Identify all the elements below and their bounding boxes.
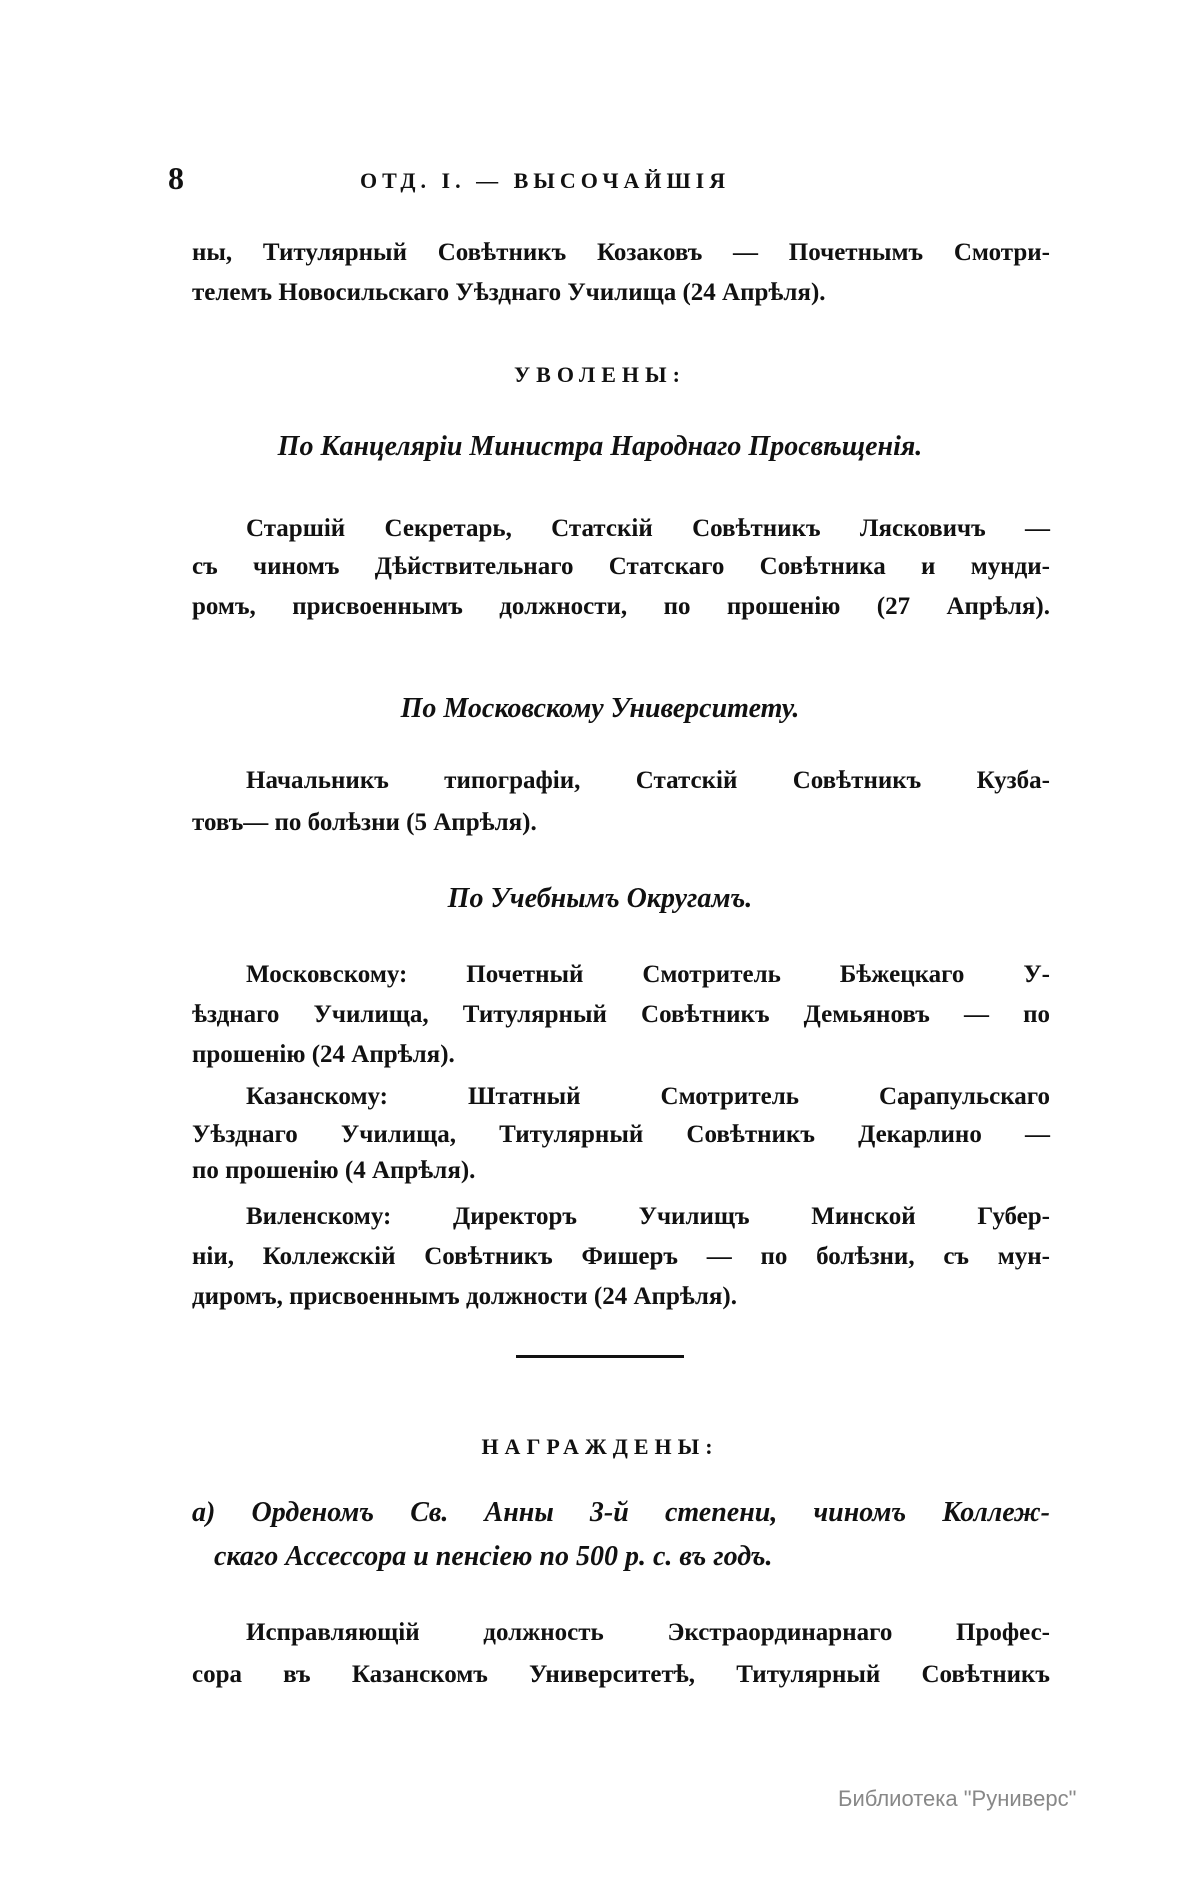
- text-line: Старшій Секретарь, Статскій Совѣтникъ Лясковичъ —: [246, 515, 1050, 542]
- text-line: прошенію (24 Апрѣля).: [192, 1041, 455, 1068]
- library-watermark: Библиотека "Руниверс": [838, 1786, 1077, 1811]
- text-line: ніи, Коллежскій Совѣтникъ Фишеръ — по болѣзни, съ мун-: [192, 1243, 1050, 1270]
- section-heading-awarded: НАГРАЖДЕНЫ:: [481, 1434, 719, 1459]
- text-line: диромъ, присвоеннымъ должности (24 Апрѣля).: [192, 1283, 737, 1310]
- text-line: съ чиномъ Дѣйствительнаго Статскаго Совѣтника и мунди-: [192, 553, 1050, 580]
- subsection-title: По Учебнымъ Округамъ.: [447, 883, 753, 914]
- award-line: скаго Ассессора и пенсіею по 500 р. с. въ годъ.: [214, 1541, 773, 1572]
- text-line: Виленскому: Директоръ Училищъ Минской Губер-: [246, 1203, 1050, 1230]
- text-line: ны, Титулярный Совѣтникъ Козаковъ — Почетнымъ Смотри-: [192, 239, 1050, 266]
- text-line: Московскому: Почетный Смотритель Бѣжецкаго У-: [246, 961, 1050, 988]
- section-heading-dismissed: УВОЛЕНЫ:: [514, 362, 686, 387]
- text-line: телемъ Новосильскаго Уѣзднаго Училища (24 Апрѣля).: [192, 279, 826, 306]
- page-number: 8: [168, 160, 184, 196]
- text-line: Казанскому: Штатный Смотритель Сарапульскаго: [246, 1083, 1050, 1110]
- text-line: ѣзднаго Училища, Титулярный Совѣтникъ Демьяновъ — по: [192, 1001, 1050, 1028]
- text-line: сора въ Казанскомъ Университетѣ, Титулярный Совѣтникъ: [192, 1661, 1050, 1688]
- subsection-title: По Московскому Университету.: [400, 693, 800, 724]
- text-line: по прошенію (4 Апрѣля).: [192, 1157, 476, 1184]
- text-line: Начальникъ типографіи, Статскій Совѣтникъ Кузба-: [246, 767, 1050, 794]
- running-head: ОТД. I. — ВЫСОЧАЙШІЯ: [360, 168, 731, 193]
- text-line: Уѣзднаго Училища, Титулярный Совѣтникъ Декарлино —: [192, 1121, 1050, 1148]
- subsection-title: По Канцеляріи Министра Народнаго Просвѣщенія.: [277, 431, 923, 462]
- text-line: товъ— по болѣзни (5 Апрѣля).: [192, 809, 537, 836]
- divider-rule: [516, 1355, 684, 1358]
- award-line: а) Орденомъ Св. Анны 3-й степени, чиномъ Коллеж-: [192, 1497, 1050, 1528]
- text-line: ромъ, присвоеннымъ должности, по прошенію (27 Апрѣля).: [192, 593, 1050, 620]
- text-line: Исправляющій должность Экстраординарнаго Профес-: [246, 1619, 1050, 1646]
